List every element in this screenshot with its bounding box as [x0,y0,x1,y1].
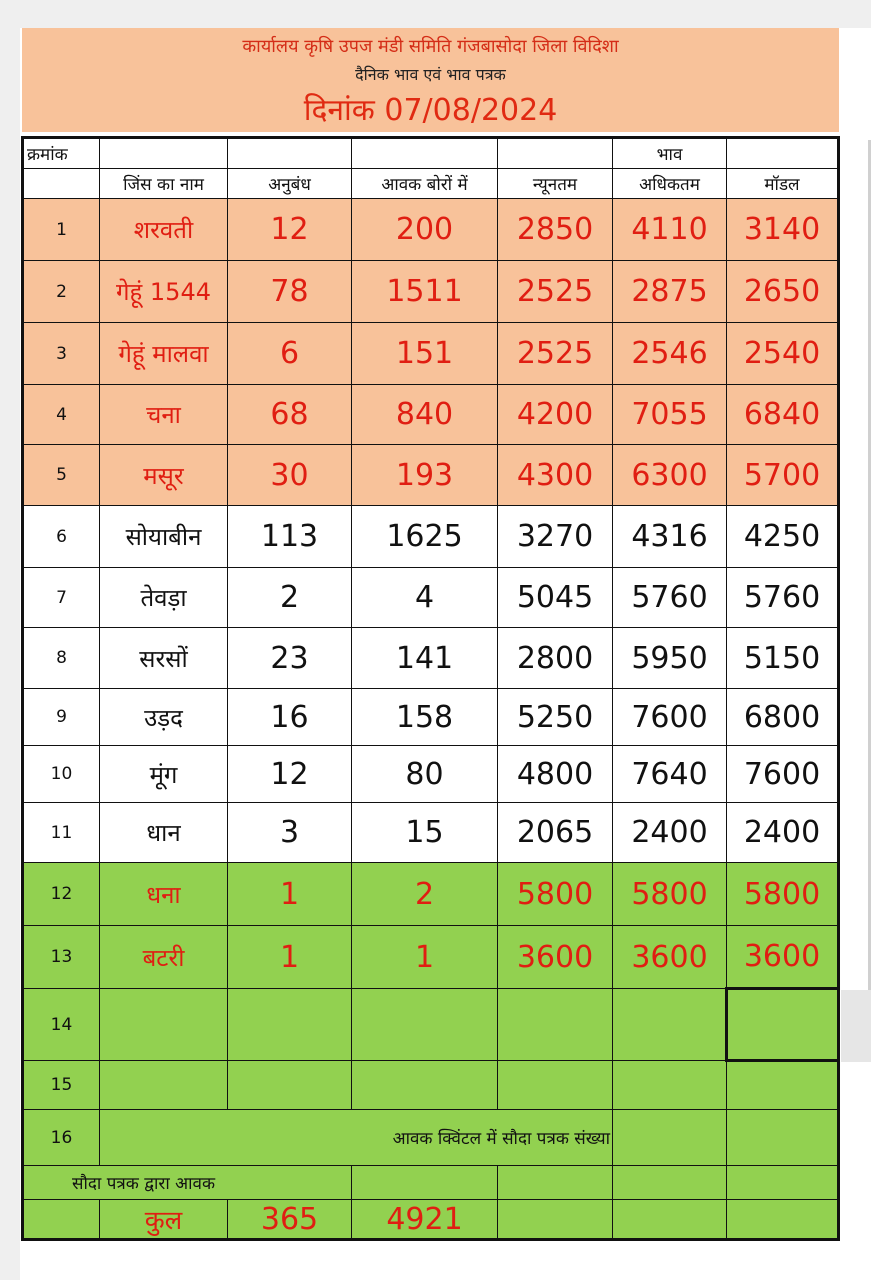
col-max-header: अधिकतम [613,169,727,199]
max-cell: 5760 [613,568,727,628]
max-cell: 2875 [613,261,727,323]
footer-label: सौदा पत्रक द्वारा आवक [23,1166,352,1200]
table-row [23,926,839,989]
col-min-header: न्यूनतम [498,169,613,199]
serial-cell: 5 [23,445,100,506]
empty-cell [727,1110,839,1166]
empty-cell [228,1061,352,1110]
table-row [23,261,839,323]
serial-cell: 15 [23,1061,100,1110]
table-row [23,1110,839,1166]
serial-cell: 7 [23,568,100,628]
arrival-cell: 840 [352,385,498,445]
total-label: कुल [100,1200,228,1240]
commodity-cell: उड़द [100,689,228,746]
table-row [23,803,839,863]
contract-cell: 78 [228,261,352,323]
table-row [23,445,839,506]
table-row [23,689,839,746]
max-cell: 7600 [613,689,727,746]
header-row-2 [23,169,839,199]
header-blank [727,138,839,169]
serial-cell: 14 [23,989,100,1061]
office-title: कार्यालय कृषि उपज मंडी समिति गंजबासोदा जिला विदिशा [242,36,619,57]
modal-cell: 2540 [727,323,839,385]
col-arrival-header: आवक बोरों में [352,169,498,199]
contract-cell: 30 [228,445,352,506]
modal-cell: 6840 [727,385,839,445]
table-row [23,323,839,385]
col-price-group-header: भाव [613,138,727,169]
max-cell: 2400 [613,803,727,863]
min-cell: 2065 [498,803,613,863]
header-blank [100,138,228,169]
sheet-date: दिनांक 07/08/2024 [303,93,558,128]
empty-cell [613,1200,727,1240]
empty-cell [727,1061,839,1110]
commodity-cell: बटरी [100,926,228,989]
min-cell: 4200 [498,385,613,445]
col-commodity-header: जिंस का नाम [100,169,228,199]
min-cell: 3270 [498,506,613,568]
modal-cell: 5760 [727,568,839,628]
arrival-cell: 158 [352,689,498,746]
min-cell: 2850 [498,199,613,261]
commodity-cell: सरसों [100,628,228,689]
arrival-cell: 1625 [352,506,498,568]
contract-cell: 12 [228,199,352,261]
footer-label-row [23,1166,839,1200]
contract-cell: 3 [228,803,352,863]
min-cell: 4800 [498,746,613,803]
arrival-cell: 193 [352,445,498,506]
table-row [23,746,839,803]
empty-cell [727,1166,839,1200]
arrival-cell: 151 [352,323,498,385]
max-cell: 4110 [613,199,727,261]
empty-cell [352,1166,498,1200]
contract-cell: 16 [228,689,352,746]
commodity-cell: सोयाबीन [100,506,228,568]
modal-cell: 2650 [727,261,839,323]
commodity-cell: मसूर [100,445,228,506]
serial-cell: 13 [23,926,100,989]
price-table [21,136,840,1241]
modal-cell: 5700 [727,445,839,506]
serial-cell: 11 [23,803,100,863]
commodity-cell: गेहूं 1544 [100,261,228,323]
empty-cell [613,1061,727,1110]
min-cell: 5800 [498,863,613,926]
arrival-cell: 200 [352,199,498,261]
empty-cell [100,989,228,1061]
modal-cell: 2400 [727,803,839,863]
commodity-cell: तेवड़ा [100,568,228,628]
min-cell: 5045 [498,568,613,628]
empty-cell [727,989,839,1061]
max-cell: 5950 [613,628,727,689]
max-cell: 5800 [613,863,727,926]
arrival-cell: 80 [352,746,498,803]
empty-cell [23,1200,100,1240]
arrival-cell: 141 [352,628,498,689]
modal-cell: 5150 [727,628,839,689]
arrival-cell: 1 [352,926,498,989]
serial-cell: 12 [23,863,100,926]
contract-cell: 2 [228,568,352,628]
modal-cell: 7600 [727,746,839,803]
serial-cell: 3 [23,323,100,385]
empty-cell [613,1110,727,1166]
page-edge-shade [841,990,871,1062]
max-cell: 2546 [613,323,727,385]
arrival-cell: 2 [352,863,498,926]
total-arrival: 4921 [352,1200,498,1240]
serial-cell: 4 [23,385,100,445]
contract-cell: 12 [228,746,352,803]
serial-cell: 16 [23,1110,100,1166]
sheet-header [22,28,839,132]
commodity-cell: गेहूं मालवा [100,323,228,385]
empty-cell [352,989,498,1061]
table-row [23,989,839,1061]
contract-cell: 1 [228,863,352,926]
serial-cell: 2 [23,261,100,323]
table-row [23,628,839,689]
empty-cell [727,1200,839,1240]
contract-cell: 1 [228,926,352,989]
table-row [23,199,839,261]
modal-cell: 4250 [727,506,839,568]
col-contract-header: अनुबंध [228,169,352,199]
arrival-cell: 15 [352,803,498,863]
modal-cell: 3140 [727,199,839,261]
table-row [23,506,839,568]
total-contract: 365 [228,1200,352,1240]
sheet-subtitle: दैनिक भाव एवं भाव पत्रक [355,65,506,84]
empty-cell [498,1061,613,1110]
table-row [23,385,839,445]
modal-cell: 5800 [727,863,839,926]
arrival-cell: 1511 [352,261,498,323]
max-cell: 7055 [613,385,727,445]
min-cell: 5250 [498,689,613,746]
serial-cell: 10 [23,746,100,803]
table-row [23,1061,839,1110]
modal-cell: 6800 [727,689,839,746]
empty-cell [613,989,727,1061]
header-blank [498,138,613,169]
empty-cell [613,1166,727,1200]
serial-cell: 9 [23,689,100,746]
contract-cell: 113 [228,506,352,568]
arrival-note: आवक क्विंटल में सौदा पत्रक संख्या [100,1110,613,1166]
arrival-cell: 4 [352,568,498,628]
min-cell: 2800 [498,628,613,689]
min-cell: 3600 [498,926,613,989]
min-cell: 2525 [498,323,613,385]
table-row [23,863,839,926]
serial-cell: 8 [23,628,100,689]
serial-cell: 6 [23,506,100,568]
min-cell: 4300 [498,445,613,506]
commodity-cell: धना [100,863,228,926]
header-blank [228,138,352,169]
contract-cell: 23 [228,628,352,689]
commodity-cell: चना [100,385,228,445]
totals-row [23,1200,839,1240]
empty-cell [228,989,352,1061]
empty-cell [352,1061,498,1110]
serial-cell: 1 [23,199,100,261]
commodity-cell: धान [100,803,228,863]
header-blank [23,169,100,199]
empty-cell [498,989,613,1061]
empty-cell [498,1166,613,1200]
contract-cell: 6 [228,323,352,385]
commodity-cell: मूंग [100,746,228,803]
modal-cell: 3600 [727,926,839,989]
min-cell: 2525 [498,261,613,323]
table-row [23,568,839,628]
page-edge [841,28,871,1280]
contract-cell: 68 [228,385,352,445]
empty-cell [498,1200,613,1240]
col-serial-header: क्रमांक [23,138,100,169]
max-cell: 7640 [613,746,727,803]
max-cell: 3600 [613,926,727,989]
empty-cell [100,1061,228,1110]
max-cell: 6300 [613,445,727,506]
commodity-cell: शरवती [100,199,228,261]
header-row-1 [23,138,839,169]
col-modal-header: मॉडल [727,169,839,199]
max-cell: 4316 [613,506,727,568]
header-blank [352,138,498,169]
